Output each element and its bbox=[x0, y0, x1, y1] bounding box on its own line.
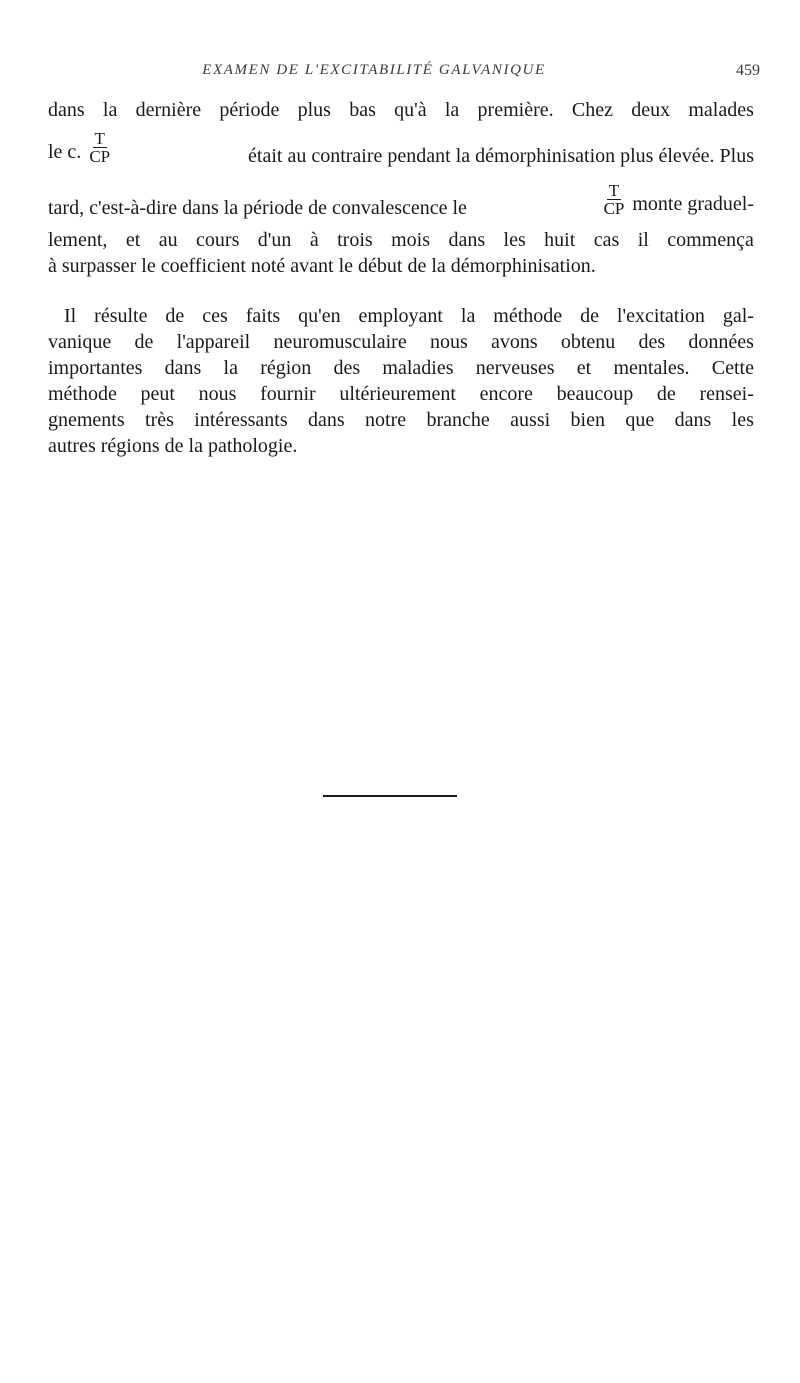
word: importantes bbox=[48, 357, 143, 379]
word: huit bbox=[544, 229, 576, 251]
word: méthode bbox=[493, 305, 563, 327]
running-title: EXAMEN DE L'EXCITABILITÉ GALVANIQUE bbox=[202, 62, 546, 78]
word-group: tard, c'est-à-dire dans la période de convalescence le bbox=[48, 197, 467, 219]
word: région bbox=[260, 357, 312, 379]
fraction-numerator: T bbox=[94, 129, 105, 148]
word: Chez bbox=[571, 99, 613, 121]
word: et bbox=[125, 229, 141, 251]
text-line-with-fraction bbox=[48, 175, 754, 227]
word: obtenu bbox=[560, 331, 616, 353]
word: de bbox=[656, 383, 676, 405]
word: première. bbox=[477, 99, 554, 121]
paragraph-2 bbox=[48, 303, 754, 459]
text-segment: monte graduel- bbox=[632, 192, 754, 215]
text-line bbox=[48, 407, 754, 433]
word: de bbox=[580, 305, 599, 327]
word: commença bbox=[667, 229, 754, 251]
word: période bbox=[219, 99, 280, 121]
word: maladies bbox=[382, 357, 454, 379]
word: nerveuses bbox=[475, 357, 555, 379]
word: intéressants bbox=[194, 409, 288, 431]
word: branche bbox=[426, 409, 490, 431]
word: ultérieurement bbox=[339, 383, 456, 405]
word: lement, bbox=[48, 229, 108, 251]
text-line bbox=[48, 355, 754, 381]
text-segment: le c. bbox=[48, 140, 82, 163]
word: méthode bbox=[48, 383, 117, 405]
word: très bbox=[145, 409, 174, 431]
word: trois bbox=[337, 229, 373, 251]
running-header bbox=[48, 62, 760, 86]
word: l'excitation bbox=[616, 305, 705, 327]
word: fournir bbox=[260, 383, 316, 405]
text-line bbox=[48, 253, 754, 279]
text-line-with-fraction bbox=[48, 123, 754, 175]
text-segment: autres régions de la pathologie. bbox=[48, 435, 298, 457]
word: d'un bbox=[257, 229, 292, 251]
text-line bbox=[48, 303, 754, 329]
section-end-rule bbox=[323, 795, 457, 797]
word: résulte bbox=[94, 305, 148, 327]
word: mentales. bbox=[613, 357, 690, 379]
word: faits bbox=[245, 305, 281, 327]
word: notre bbox=[365, 409, 407, 431]
text-line bbox=[48, 381, 754, 407]
text-line bbox=[48, 227, 754, 253]
word: plus bbox=[297, 99, 331, 121]
fraction-numerator: T bbox=[608, 181, 620, 200]
word: les bbox=[731, 409, 754, 431]
word: et bbox=[576, 357, 592, 379]
word: données bbox=[688, 331, 754, 353]
word: bas bbox=[349, 99, 376, 121]
text-line bbox=[48, 329, 754, 355]
fraction-t-over-cp bbox=[602, 182, 627, 217]
word: mois bbox=[391, 229, 431, 251]
paragraph-gap bbox=[48, 279, 754, 303]
word: dans bbox=[48, 99, 85, 121]
body-text bbox=[48, 97, 754, 459]
word: malades bbox=[688, 99, 754, 121]
word: de bbox=[134, 331, 154, 353]
word: beaucoup bbox=[556, 383, 634, 405]
word: deux bbox=[631, 99, 671, 121]
word-group: était au contraire pendant la démorphinisation plus élevée. Plus bbox=[248, 145, 754, 167]
word: au bbox=[158, 229, 178, 251]
text-line bbox=[48, 97, 754, 123]
word: la bbox=[460, 305, 476, 327]
word: de bbox=[165, 305, 185, 327]
word: vanique bbox=[48, 331, 112, 353]
word: la bbox=[102, 99, 118, 121]
fraction-t-over-cp bbox=[87, 130, 112, 165]
word: neuromusculaire bbox=[273, 331, 407, 353]
fraction-trail bbox=[596, 181, 754, 221]
word: la bbox=[444, 99, 460, 121]
page-number: 459 bbox=[736, 62, 760, 79]
fraction-denominator: CP bbox=[89, 147, 111, 166]
word: dernière bbox=[135, 99, 202, 121]
text-segment: à surpasser le coefficient noté avant le début de la démorphinisation. bbox=[48, 255, 596, 277]
word: nous bbox=[198, 383, 237, 405]
word: qu'en bbox=[298, 305, 341, 327]
word: avons bbox=[490, 331, 538, 353]
word: bien bbox=[570, 409, 605, 431]
word: gal- bbox=[722, 305, 754, 327]
word: nous bbox=[429, 331, 468, 353]
word: la bbox=[223, 357, 238, 379]
word: dans bbox=[674, 409, 712, 431]
word: dans bbox=[164, 357, 202, 379]
word: les bbox=[503, 229, 526, 251]
word: ces bbox=[202, 305, 228, 327]
word: cas bbox=[593, 229, 620, 251]
word: dans bbox=[307, 409, 345, 431]
word: à bbox=[309, 229, 319, 251]
word: Il bbox=[64, 305, 77, 327]
word: il bbox=[637, 229, 649, 251]
paragraph-1 bbox=[48, 97, 754, 279]
word: Cette bbox=[711, 357, 754, 379]
word: gnements bbox=[48, 409, 125, 431]
text-line bbox=[48, 433, 754, 459]
word: des bbox=[333, 357, 361, 379]
word: cours bbox=[196, 229, 240, 251]
word: employant bbox=[358, 305, 443, 327]
word: que bbox=[625, 409, 655, 431]
word: encore bbox=[479, 383, 533, 405]
word: l'appareil bbox=[176, 331, 251, 353]
word: rensei- bbox=[699, 383, 754, 405]
word: dans bbox=[448, 229, 486, 251]
word: peut bbox=[140, 383, 175, 405]
word: qu'à bbox=[394, 99, 427, 121]
word: aussi bbox=[510, 409, 551, 431]
fraction-denominator: CP bbox=[603, 199, 625, 218]
fraction-lead bbox=[48, 129, 118, 169]
word: des bbox=[638, 331, 666, 353]
